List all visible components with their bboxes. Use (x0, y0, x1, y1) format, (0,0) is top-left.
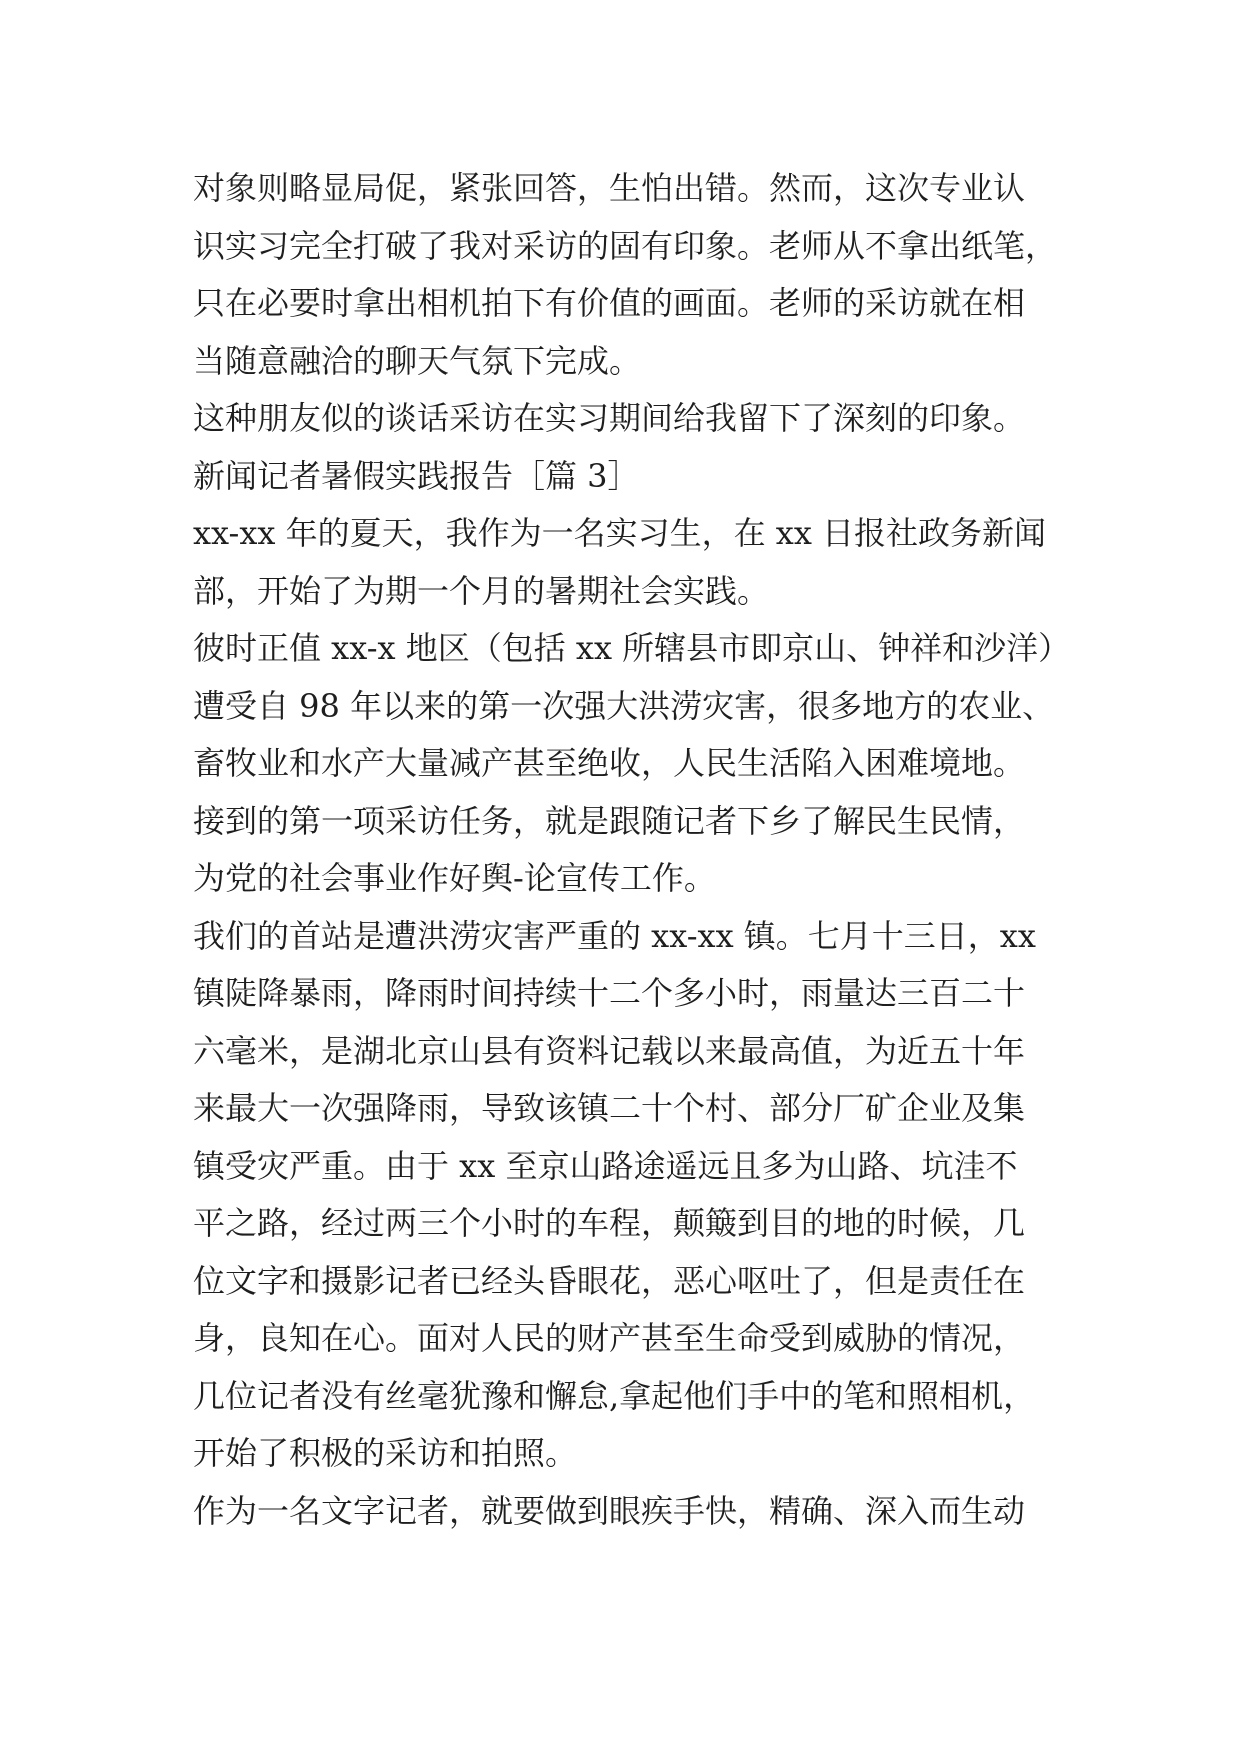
section-heading: 新闻记者暑假实践报告［篇 3］ (193, 456, 640, 495)
text-line: 来最大一次强降雨，导致该镇二十个村、部分厂矿企业及集 (193, 1089, 1026, 1127)
text-line: 这种朋友似的谈话采访在实习期间给我留下了深刻的印象。 (193, 399, 1026, 437)
text-line: 为党的社会事业作好舆-论宣传工作。 (193, 859, 716, 897)
text-line: 作为一名文字记者，就要做到眼疾手快，精确、深入而生动 (193, 1491, 1026, 1530)
text-line: 接到的第一项采访任务，就是跟随记者下乡了解民生民情， (193, 801, 1026, 840)
text-line: 识实习完全打破了我对采访的固有印象。老师从不拿出纸笔， (193, 226, 1058, 265)
text-line: 几位记者没有丝毫犹豫和懈怠,拿起他们手中的笔和照相机， (193, 1376, 1036, 1415)
text-line: 彼时正值 xx-x 地区（包括 xx 所辖县市即京山、钟祥和沙洋） (193, 629, 1071, 667)
text-line: 对象则略显局促，紧张回答，生怕出错。然而，这次专业认 (193, 169, 1026, 207)
text-line: 畜牧业和水产大量减产甚至绝收，人民生活陷入困难境地。 (193, 744, 1026, 782)
text-line: 平之路，经过两三个小时的车程，颠簸到目的地的时候，几 (193, 1204, 1026, 1242)
text-line: 当随意融洽的聊天气氛下完成。 (193, 341, 642, 380)
text-line: 六毫米，是湖北京山县有资料记载以来最高值，为近五十年 (193, 1031, 1026, 1070)
text-line: 镇受灾严重。由于 xx 至京山路途遥远且多为山路、坑洼不 (193, 1146, 1018, 1185)
text-line: 遭受自 98 年以来的第一次强大洪涝灾害，很多地方的农业、 (193, 686, 1055, 725)
text-line: 开始了积极的采访和拍照。 (193, 1434, 578, 1472)
document-body (193, 160, 1093, 1540)
text-line: 只在必要时拿出相机拍下有价值的画面。老师的采访就在相 (193, 284, 1026, 322)
text-line: 位文字和摄影记者已经头昏眼花，恶心呕吐了，但是责任在 (193, 1261, 1026, 1300)
text-line: 身，良知在心。面对人民的财产甚至生命受到威胁的情况， (193, 1319, 1026, 1357)
text-line: 我们的首站是遭洪涝灾害严重的 xx-xx 镇。七月十三日，xx (193, 916, 1036, 955)
text-line: 部，开始了为期一个月的暑期社会实践。 (193, 571, 770, 610)
text-line: 镇陡降暴雨，降雨时间持续十二个多小时，雨量达三百二十 (193, 974, 1026, 1012)
text-line: xx-xx 年的夏天，我作为一名实习生，在 xx 日报社政务新闻 (193, 514, 1047, 552)
